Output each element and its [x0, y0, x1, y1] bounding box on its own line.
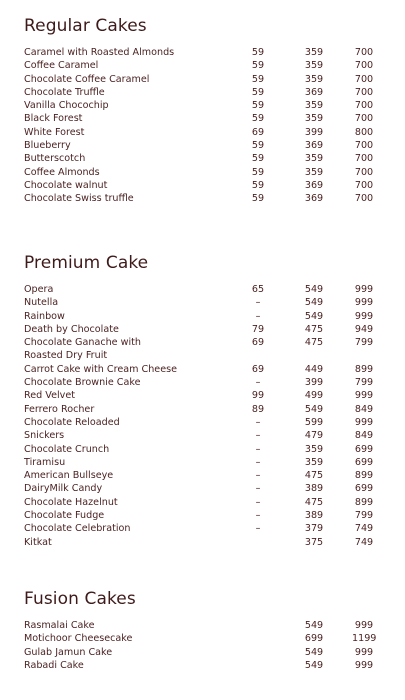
price-col3: 1199 — [352, 633, 377, 645]
price-col1: 59 — [251, 73, 265, 85]
price-col1: – — [255, 496, 261, 508]
item-name: Motichoor Cheesecake — [24, 633, 133, 645]
price-col3: 799 — [354, 377, 374, 389]
item-name: Rainbow — [24, 310, 65, 322]
price-col3: 700 — [354, 100, 374, 112]
menu-row — [24, 456, 384, 469]
menu-row — [24, 389, 384, 402]
price-col2: 375 — [304, 536, 324, 548]
price-col1: 69 — [251, 126, 265, 138]
price-col2: 499 — [304, 390, 324, 402]
item-name: Black Forest — [24, 113, 83, 125]
menu-row — [24, 99, 384, 112]
item-name: Coffee Almonds — [24, 166, 100, 178]
item-name: DairyMilk Candy — [24, 483, 103, 495]
menu-row — [24, 323, 384, 336]
item-name: Chocolate Celebration — [24, 523, 131, 535]
price-col3: 799 — [354, 510, 374, 522]
price-col2: 475 — [304, 337, 324, 349]
menu-row — [24, 336, 384, 363]
menu-row — [24, 179, 384, 192]
section-title: Fusion Cakes — [24, 589, 136, 609]
menu-row — [24, 482, 384, 495]
price-col3: 999 — [354, 646, 374, 658]
menu-row — [24, 283, 384, 296]
price-col3: 700 — [354, 153, 374, 165]
price-col1: – — [255, 297, 261, 309]
menu-list — [24, 283, 384, 549]
price-col1: 59 — [251, 140, 265, 152]
price-col2: 599 — [304, 416, 324, 428]
menu-row — [24, 126, 384, 139]
menu-row — [24, 416, 384, 429]
price-col3: 700 — [354, 86, 374, 98]
price-col1: 69 — [251, 363, 265, 375]
price-col1: 59 — [251, 100, 265, 112]
menu-row — [24, 296, 384, 309]
section-premium-cake — [24, 253, 384, 549]
menu-row — [24, 46, 384, 59]
item-name: Chocolate Crunch — [24, 443, 110, 455]
item-name: Gulab Jamun Cake — [24, 646, 113, 658]
item-name: Chocolate Truffle — [24, 86, 105, 98]
price-col2: 389 — [304, 483, 324, 495]
menu-row — [24, 522, 384, 535]
price-col1: – — [255, 483, 261, 495]
menu-row — [24, 310, 384, 323]
menu-row — [24, 509, 384, 522]
price-col3: 700 — [354, 179, 374, 191]
menu-row — [24, 619, 384, 632]
price-col2: 549 — [304, 297, 324, 309]
price-col1: – — [255, 523, 261, 535]
item-name: Red Velvet — [24, 390, 76, 402]
price-col2: 399 — [304, 126, 324, 138]
menu-list — [24, 619, 384, 672]
price-col3: 849 — [354, 403, 374, 415]
item-name: White Forest — [24, 126, 85, 138]
price-col1: 65 — [251, 284, 265, 295]
price-col3: 999 — [354, 620, 374, 631]
price-col3: 749 — [354, 536, 374, 548]
price-col2: 389 — [304, 510, 324, 522]
price-col3: 699 — [354, 483, 374, 495]
price-col1: – — [255, 310, 261, 322]
price-col3: 700 — [354, 73, 374, 85]
price-col2: 359 — [304, 443, 324, 455]
price-col3: 700 — [354, 60, 374, 72]
price-col3: 999 — [354, 659, 374, 671]
menu-row — [24, 646, 384, 659]
menu-row — [24, 469, 384, 482]
price-col1: 69 — [251, 337, 265, 349]
menu-row — [24, 73, 384, 86]
price-col2: 549 — [304, 310, 324, 322]
price-col2: 359 — [304, 153, 324, 165]
item-name: Coffee Caramel — [24, 60, 99, 72]
price-col2: 479 — [304, 430, 324, 442]
item-name: Chocolate Swiss truffle — [24, 193, 134, 205]
section-title: Regular Cakes — [24, 16, 147, 36]
price-col3: 999 — [354, 390, 374, 402]
item-name: Carrot Cake with Cream Cheese — [24, 363, 178, 375]
price-col2: 475 — [304, 470, 324, 482]
item-name: Rabadi Cake — [24, 659, 84, 671]
price-col1: – — [255, 377, 261, 389]
price-col1: – — [255, 456, 261, 468]
price-col1: 59 — [251, 60, 265, 72]
item-name: Chocolate Hazelnut — [24, 496, 118, 508]
menu-list — [24, 46, 384, 206]
menu-row — [24, 192, 384, 205]
price-col1: – — [255, 416, 261, 428]
item-name: Caramel with Roasted Almonds — [24, 47, 175, 58]
price-col2: 549 — [304, 284, 324, 295]
price-col2: 379 — [304, 523, 324, 535]
section-title: Premium Cake — [24, 253, 149, 273]
item-name: American Bullseye — [24, 470, 114, 482]
menu-row — [24, 429, 384, 442]
menu-row — [24, 112, 384, 125]
menu-row — [24, 632, 384, 645]
price-col1: 59 — [251, 113, 265, 125]
item-name: Kitkat — [24, 536, 52, 548]
price-col2: 359 — [304, 47, 324, 58]
price-col2: 359 — [304, 113, 324, 125]
price-col1: 59 — [251, 179, 265, 191]
item-name: Opera — [24, 284, 54, 295]
item-name: Tiramisu — [24, 456, 66, 468]
price-col2: 475 — [304, 323, 324, 335]
price-col3: 899 — [354, 363, 374, 375]
price-col1: – — [255, 443, 261, 455]
menu-row — [24, 376, 384, 389]
price-col2: 369 — [304, 140, 324, 152]
item-name: Nutella — [24, 297, 59, 309]
price-col2: 359 — [304, 100, 324, 112]
price-col1: 59 — [251, 193, 265, 205]
item-name: Chocolate Reloaded — [24, 416, 120, 428]
price-col2: 359 — [304, 166, 324, 178]
menu-row — [24, 363, 384, 376]
item-name: Chocolate walnut — [24, 179, 108, 191]
price-col2: 359 — [304, 456, 324, 468]
menu-row — [24, 139, 384, 152]
price-col2: 475 — [304, 496, 324, 508]
price-col2: 369 — [304, 179, 324, 191]
price-col3: 949 — [354, 323, 374, 335]
item-name: Rasmalai Cake — [24, 620, 95, 631]
price-col2: 359 — [304, 60, 324, 72]
price-col1: – — [255, 510, 261, 522]
item-name: Chocolate Ganache with Roasted Dry Fruit — [24, 337, 141, 362]
price-col2: 549 — [304, 620, 324, 631]
price-col3: 999 — [354, 310, 374, 322]
item-name: Snickers — [24, 430, 65, 442]
price-col2: 449 — [304, 363, 324, 375]
item-name: Vanilla Chocochip — [24, 100, 109, 112]
price-col3: 699 — [354, 456, 374, 468]
section-fusion-cakes — [24, 589, 384, 672]
price-col3: 700 — [354, 193, 374, 205]
price-col2: 699 — [304, 633, 324, 645]
price-col1: 99 — [251, 390, 265, 402]
price-col1: 59 — [251, 153, 265, 165]
menu-row — [24, 152, 384, 165]
price-col2: 399 — [304, 377, 324, 389]
item-name: Chocolate Brownie Cake — [24, 377, 141, 389]
section-regular-cakes — [24, 16, 384, 206]
menu-row — [24, 536, 384, 549]
price-col3: 749 — [354, 523, 374, 535]
menu-row — [24, 403, 384, 416]
price-col3: 700 — [354, 166, 374, 178]
price-col3: 700 — [354, 113, 374, 125]
price-col3: 999 — [354, 416, 374, 428]
price-col2: 359 — [304, 73, 324, 85]
price-col2: 369 — [304, 86, 324, 98]
price-col3: 899 — [354, 470, 374, 482]
price-col1: 89 — [251, 403, 265, 415]
price-col3: 849 — [354, 430, 374, 442]
price-col1: 59 — [251, 166, 265, 178]
menu-row — [24, 659, 384, 672]
price-col3: 799 — [354, 337, 374, 349]
price-col3: 999 — [354, 284, 374, 295]
menu-row — [24, 59, 384, 72]
price-col2: 369 — [304, 193, 324, 205]
item-name: Chocolate Coffee Caramel — [24, 73, 150, 85]
price-col2: 549 — [304, 403, 324, 415]
menu-row — [24, 496, 384, 509]
price-col1: 59 — [251, 47, 265, 58]
menu-row — [24, 166, 384, 179]
price-col3: 800 — [354, 126, 374, 138]
item-name: Chocolate Fudge — [24, 510, 105, 522]
price-col1: 79 — [251, 323, 265, 335]
price-col3: 699 — [354, 443, 374, 455]
menu-row — [24, 86, 384, 99]
price-col1: – — [255, 430, 261, 442]
item-name: Ferrero Rocher — [24, 403, 95, 415]
price-col3: 999 — [354, 297, 374, 309]
price-col1: – — [255, 470, 261, 482]
item-name: Death by Chocolate — [24, 323, 119, 335]
price-col2: 549 — [304, 646, 324, 658]
item-name: Blueberry — [24, 140, 71, 152]
price-col3: 899 — [354, 496, 374, 508]
price-col1: 59 — [251, 86, 265, 98]
price-col3: 700 — [354, 47, 374, 58]
price-col2: 549 — [304, 659, 324, 671]
price-col3: 700 — [354, 140, 374, 152]
menu-row — [24, 443, 384, 456]
item-name: Butterscotch — [24, 153, 86, 165]
